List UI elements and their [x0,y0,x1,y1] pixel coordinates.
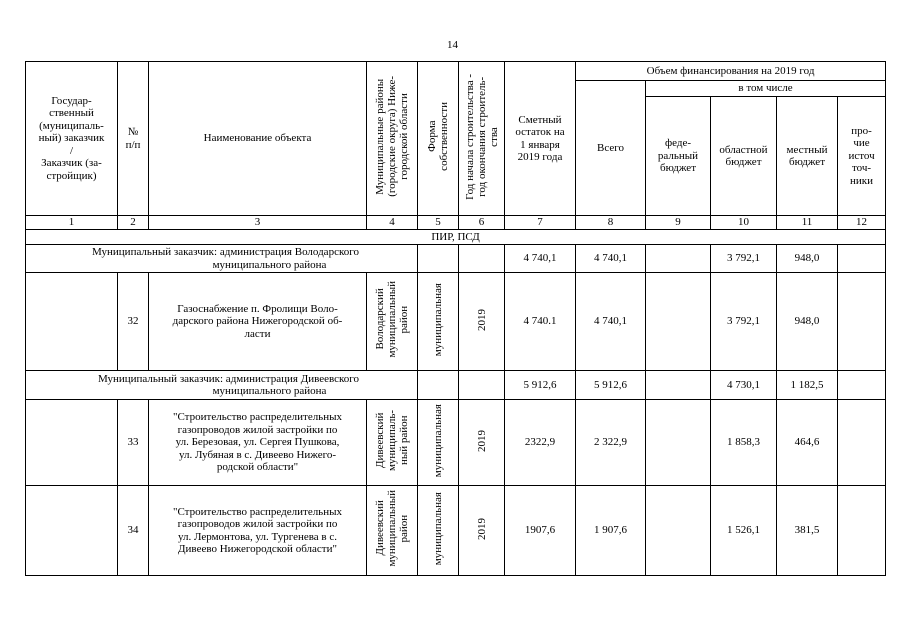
district-cell [367,273,418,371]
table-row [26,486,886,576]
header-num [118,62,149,216]
header-ownership-text: Форма собственности [426,102,450,172]
ownership-text: муниципальная [432,404,444,478]
customer-cell [26,245,418,273]
ownership-cell [418,400,459,486]
total-cell: 4 740,1 [576,273,646,371]
district-text: Дивеевский муниципальный район [374,490,410,568]
column-number: 2 [118,216,149,230]
object-name: Газоснабжение п. Фролищи Воло- дарского района Нижегородской об- ласти [149,273,367,371]
customer-line-2: муниципального района [212,385,327,397]
column-number: 1 [26,216,118,230]
other-cell [838,371,886,400]
remainder-cell: 4 740,1 [505,245,576,273]
year-text: 2019 [475,429,488,452]
header-including [646,81,886,97]
customer-line-2: муниципального района [212,258,327,271]
year-cell [459,486,505,576]
district-cell [367,486,418,576]
remainder-cell: 1907,6 [505,486,576,576]
header-remainder [505,62,576,216]
header-name-text: Наименование объекта [203,132,312,145]
year-cell [459,273,505,371]
header-funding-text: Объем финансирования на 2019 год [646,64,815,77]
other-cell [838,486,886,576]
remainder-cell: 5 912,6 [505,371,576,400]
header-other-text: про- чие источ точ- ники [848,124,875,187]
header-customer [26,62,118,216]
column-number: 7 [505,216,576,230]
federal-cell [646,400,711,486]
federal-cell [646,273,711,371]
total-cell: 1 907,6 [576,486,646,576]
ownership-cell [418,245,459,273]
local-cell: 948,0 [777,273,838,371]
header-customer-text: Государ- ственный (муниципаль- ный) заказчик / Заказчик (за- стройщик) [38,94,105,182]
header-total [576,81,646,216]
header-name [149,62,367,216]
header-num-text: № п/п [125,126,141,151]
header-years-text: Год начала строительства - год окончания строитель- ства [463,73,500,200]
customer-line-1: Муниципальный заказчик: администрация Дивеевского [97,372,360,385]
year-text: 2019 [475,308,488,331]
local-cell: 464,6 [777,400,838,486]
header-including-text: в том числе [738,82,793,95]
customer-cell [26,486,118,576]
table-row [26,273,886,371]
header-local-text: местный бюджет [786,143,828,168]
object-name: "Строительство распределительных газопроводов жилой застройки по ул. Лермонтова, ул. Тургенева в с. Дивеево Нижегородской области" [149,486,367,576]
column-number: 9 [646,216,711,230]
column-number-row [26,216,886,230]
header-other [838,97,886,216]
customer-cell [26,273,118,371]
regional-cell: 3 792,1 [711,245,777,273]
regional-cell: 4 730,1 [711,371,777,400]
total-cell: 4 740,1 [576,245,646,273]
page-number: 14 [447,39,458,51]
row-number: 34 [118,486,149,576]
regional-cell: 1 526,1 [711,486,777,576]
header-total-text: Всего [597,141,624,154]
remainder-cell: 4 740.1 [505,273,576,371]
header-years [459,62,505,216]
customer-cell [26,371,418,400]
row-number: 32 [118,273,149,371]
ownership-text: муниципальная [432,492,444,566]
year-text: 2019 [475,517,488,540]
column-number: 8 [576,216,646,230]
district-text: Володарский муниципальный район [374,281,410,359]
header-ownership [418,62,459,216]
column-number: 5 [418,216,459,230]
header-districts-text: Муниципальные районы (городские округа) Ниже- городской области [374,76,410,198]
financing-table [25,61,886,576]
total-cell: 5 912,6 [576,371,646,400]
column-number: 11 [777,216,838,230]
other-cell [838,400,886,486]
total-cell: 2 322,9 [576,400,646,486]
column-number: 12 [838,216,886,230]
header-local [777,97,838,216]
header-remainder-text: Сметный остаток на 1 января 2019 года [515,113,565,163]
header-districts [367,62,418,216]
ownership-cell [418,273,459,371]
header-funding [576,62,886,81]
federal-cell [646,245,711,273]
local-cell: 948,0 [777,245,838,273]
year-cell [459,400,505,486]
table-row [26,400,886,486]
federal-cell [646,486,711,576]
ownership-cell [418,371,459,400]
header-federal-text: феде- ральный бюджет [657,137,699,175]
remainder-cell: 2322,9 [505,400,576,486]
section-title: ПИР, ПСД [26,230,886,245]
customer-cell [26,400,118,486]
district-cell [367,400,418,486]
local-cell: 381,5 [777,486,838,576]
header-row-1 [26,62,886,81]
table-row [26,245,886,273]
column-number: 4 [367,216,418,230]
section-title-row [26,230,886,245]
column-number: 3 [149,216,367,230]
year-cell [459,371,505,400]
customer-line-1: Муниципальный заказчик: администрация Володарского [92,246,359,258]
object-name: "Строительство распределительных газопроводов жилой застройки по ул. Березовая, ул. Сергея Пушкова, ул. Лубяная в с. Дивеево Нижего- родской области" [149,400,367,486]
year-cell [459,245,505,273]
other-cell [838,245,886,273]
federal-cell [646,371,711,400]
district-text: Дивеевский муниципаль- ный район [374,410,410,472]
table-row [26,371,886,400]
column-number: 10 [711,216,777,230]
ownership-cell [418,486,459,576]
ownership-text: муниципальная [432,283,444,357]
header-regional-text: областной бюджет [719,143,768,168]
row-number: 33 [118,400,149,486]
column-number: 6 [459,216,505,230]
local-cell: 1 182,5 [777,371,838,400]
regional-cell: 1 858,3 [711,400,777,486]
header-regional [711,97,777,216]
regional-cell: 3 792,1 [711,273,777,371]
other-cell [838,273,886,371]
header-federal [646,97,711,216]
